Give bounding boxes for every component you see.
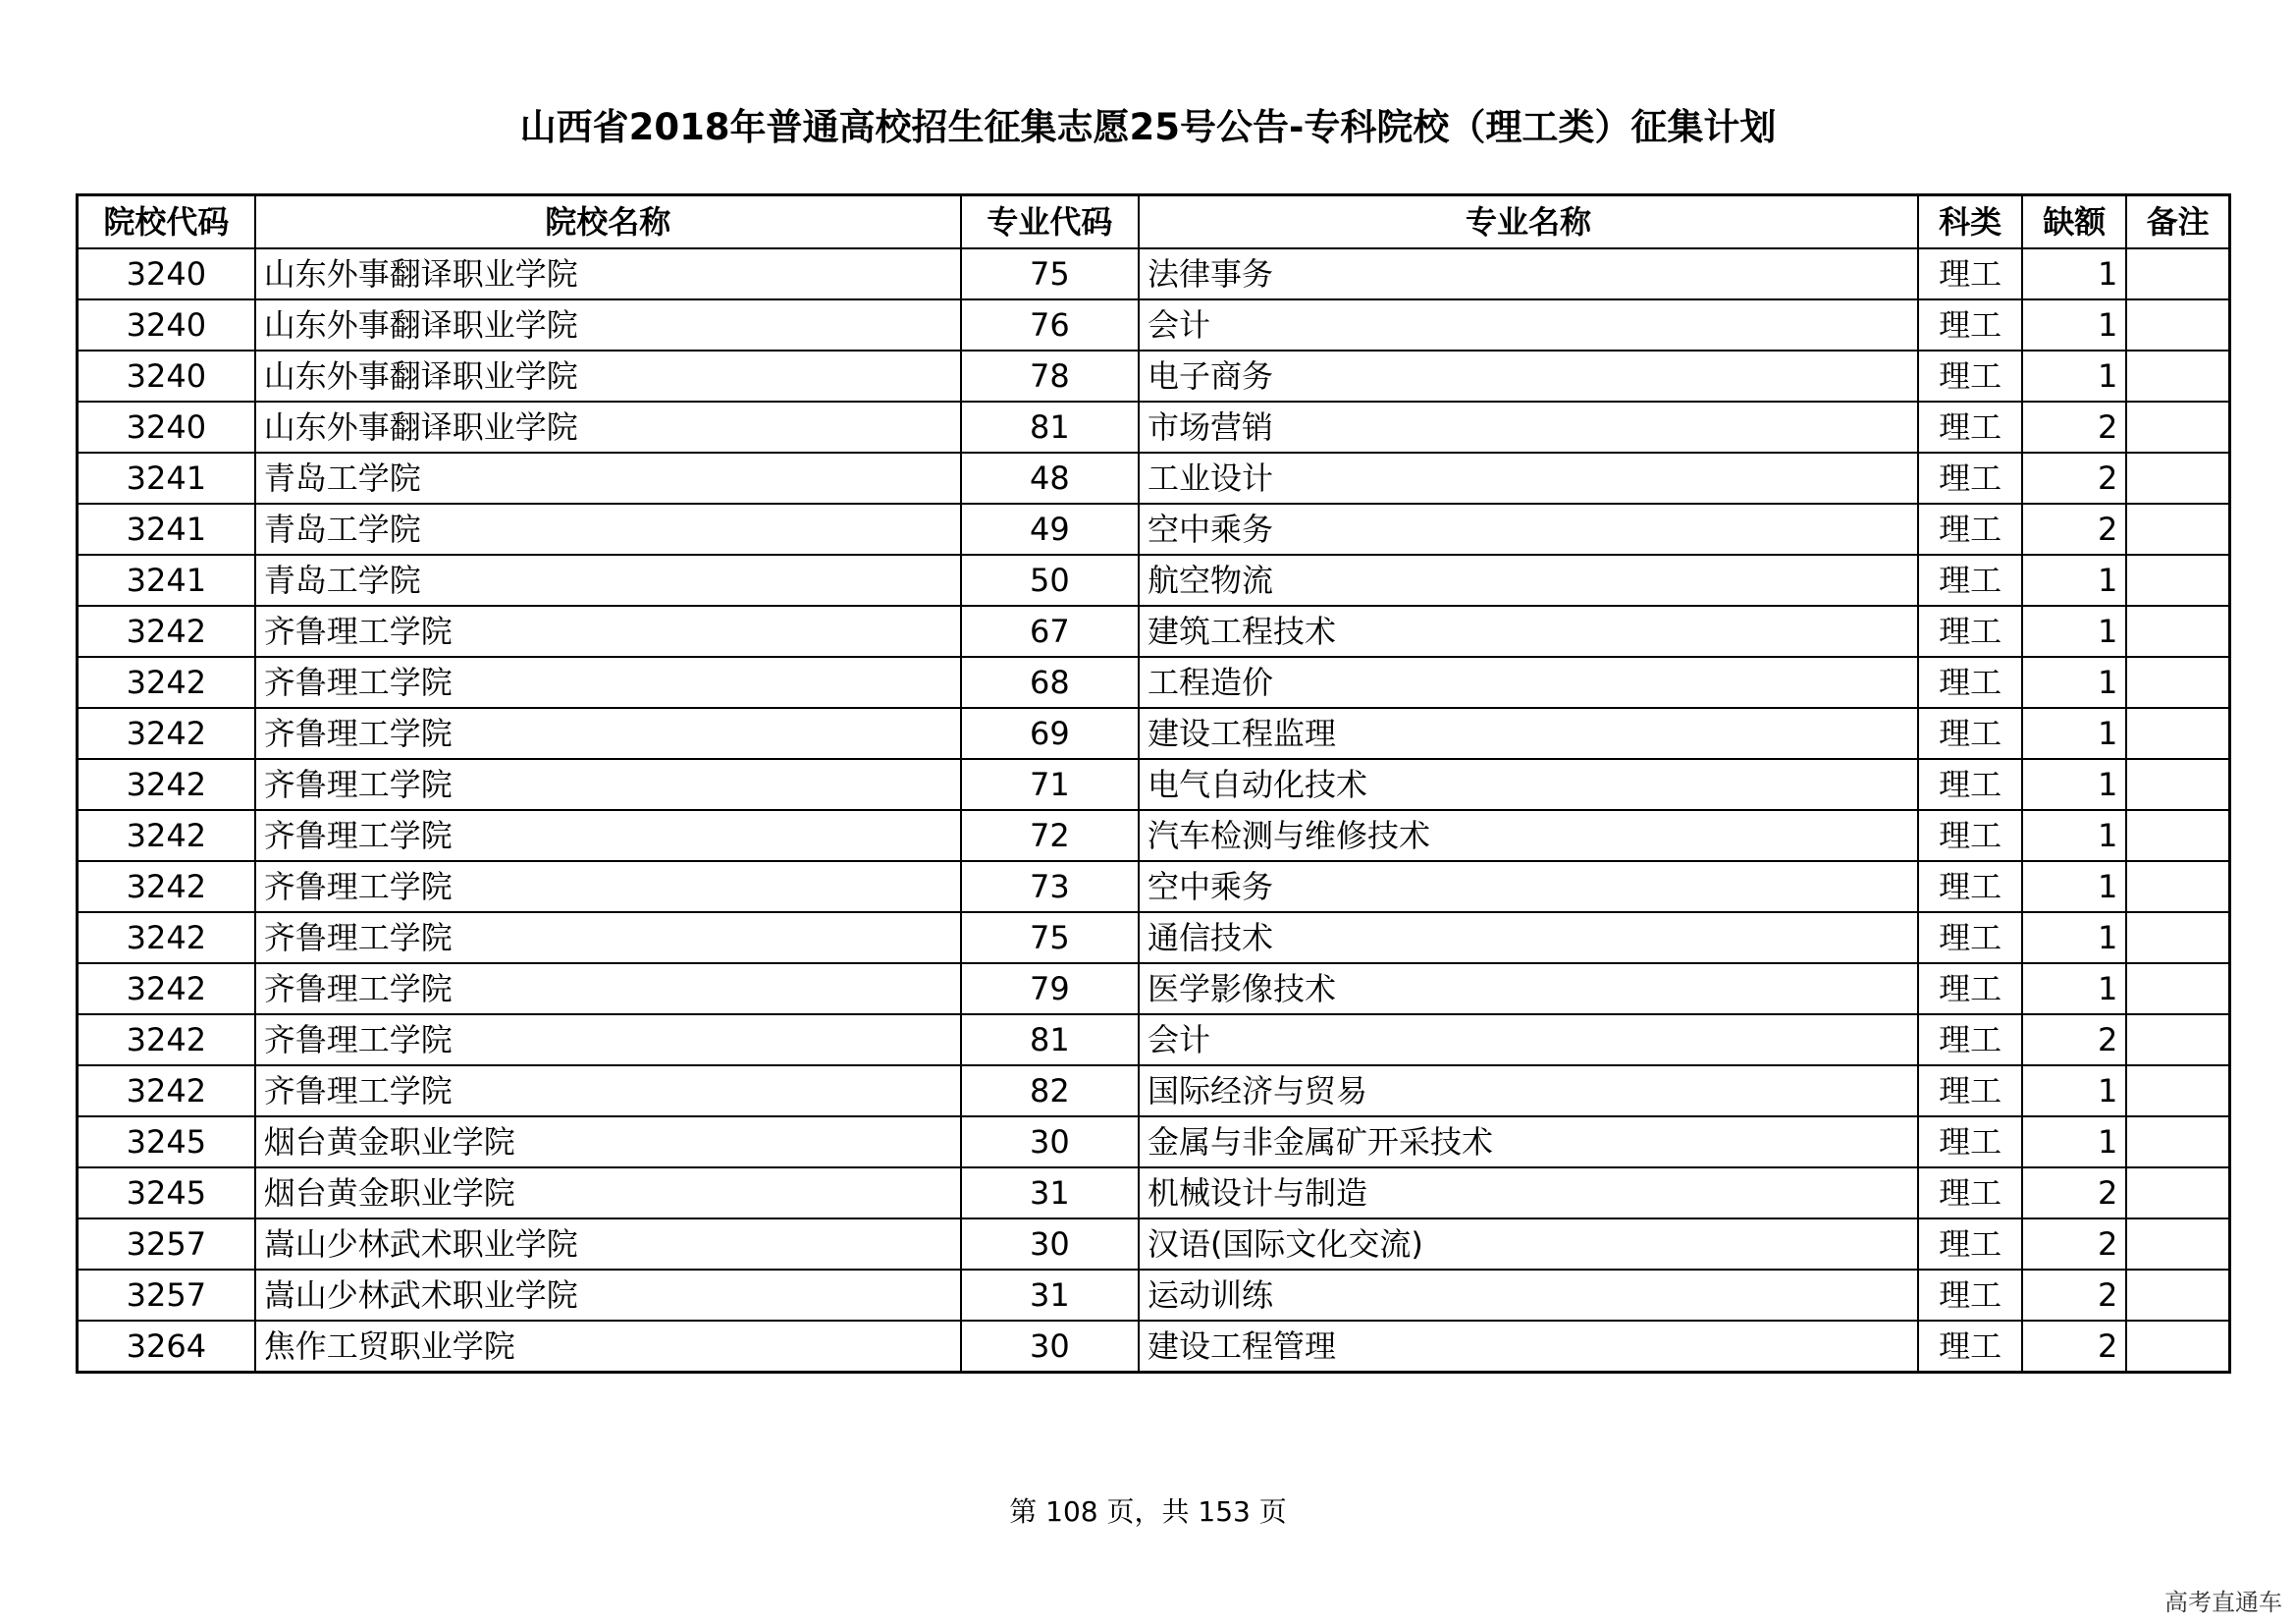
- cell-category: 理工: [1918, 555, 2022, 606]
- cell-major-code: 73: [961, 861, 1139, 912]
- cell-quota: 1: [2022, 708, 2126, 759]
- cell-remark: [2126, 861, 2229, 912]
- cell-quota: 2: [2022, 453, 2126, 504]
- cell-quota: 2: [2022, 1014, 2126, 1065]
- cell-category: 理工: [1918, 759, 2022, 810]
- cell-school-code: 3245: [78, 1116, 255, 1167]
- cell-major-name: 金属与非金属矿开采技术: [1139, 1116, 1918, 1167]
- cell-remark: [2126, 1014, 2229, 1065]
- cell-school-name: 青岛工学院: [255, 555, 961, 606]
- cell-category: 理工: [1918, 810, 2022, 861]
- table-row: [78, 1014, 2230, 1065]
- cell-school-code: 3240: [78, 248, 255, 299]
- cell-remark: [2126, 248, 2229, 299]
- cell-major-code: 31: [961, 1270, 1139, 1321]
- cell-quota: 2: [2022, 1270, 2126, 1321]
- cell-major-code: 68: [961, 657, 1139, 708]
- table-row: [78, 708, 2230, 759]
- cell-school-code: 3257: [78, 1270, 255, 1321]
- table-row: [78, 248, 2230, 299]
- table-row: [78, 351, 2230, 402]
- cell-remark: [2126, 453, 2229, 504]
- cell-school-name: 齐鲁理工学院: [255, 963, 961, 1014]
- page-footer: 第 108 页，共 153 页: [1009, 1495, 1287, 1528]
- cell-school-code: 3241: [78, 504, 255, 555]
- table-header-row: [78, 195, 2230, 249]
- cell-remark: [2126, 1065, 2229, 1116]
- cell-school-code: 3240: [78, 299, 255, 351]
- cell-school-name: 山东外事翻译职业学院: [255, 299, 961, 351]
- cell-major-name: 工业设计: [1139, 453, 1918, 504]
- cell-major-code: 49: [961, 504, 1139, 555]
- cell-school-code: 3242: [78, 759, 255, 810]
- cell-school-name: 齐鲁理工学院: [255, 606, 961, 657]
- cell-quota: 1: [2022, 555, 2126, 606]
- cell-school-code: 3241: [78, 453, 255, 504]
- cell-category: 理工: [1918, 861, 2022, 912]
- cell-major-name: 法律事务: [1139, 248, 1918, 299]
- cell-major-name: 电子商务: [1139, 351, 1918, 402]
- cell-quota: 1: [2022, 1116, 2126, 1167]
- cell-major-code: 30: [961, 1321, 1139, 1373]
- cell-major-name: 国际经济与贸易: [1139, 1065, 1918, 1116]
- cell-school-code: 3242: [78, 963, 255, 1014]
- table-row: [78, 1116, 2230, 1167]
- table-row: [78, 402, 2230, 453]
- cell-school-name: 齐鲁理工学院: [255, 1065, 961, 1116]
- cell-school-code: 3264: [78, 1321, 255, 1373]
- cell-major-name: 会计: [1139, 1014, 1918, 1065]
- cell-category: 理工: [1918, 504, 2022, 555]
- cell-remark: [2126, 708, 2229, 759]
- header-school-name: 院校名称: [255, 195, 961, 249]
- cell-major-code: 71: [961, 759, 1139, 810]
- table-row: [78, 1218, 2230, 1270]
- cell-category: 理工: [1918, 248, 2022, 299]
- cell-category: 理工: [1918, 1116, 2022, 1167]
- cell-quota: 1: [2022, 810, 2126, 861]
- cell-major-code: 75: [961, 912, 1139, 963]
- cell-major-name: 建筑工程技术: [1139, 606, 1918, 657]
- cell-school-name: 齐鲁理工学院: [255, 708, 961, 759]
- cell-school-name: 山东外事翻译职业学院: [255, 351, 961, 402]
- cell-remark: [2126, 351, 2229, 402]
- cell-school-code: 3242: [78, 657, 255, 708]
- cell-remark: [2126, 657, 2229, 708]
- cell-remark: [2126, 1321, 2229, 1373]
- cell-quota: 1: [2022, 1065, 2126, 1116]
- table-row: [78, 1270, 2230, 1321]
- cell-school-name: 烟台黄金职业学院: [255, 1167, 961, 1218]
- watermark: 高考直通车: [2164, 1589, 2282, 1616]
- table-row: [78, 1167, 2230, 1218]
- cell-category: 理工: [1918, 1014, 2022, 1065]
- table-row: [78, 1065, 2230, 1116]
- cell-category: 理工: [1918, 1270, 2022, 1321]
- cell-remark: [2126, 504, 2229, 555]
- cell-category: 理工: [1918, 351, 2022, 402]
- cell-major-code: 30: [961, 1116, 1139, 1167]
- cell-quota: 1: [2022, 351, 2126, 402]
- cell-remark: [2126, 1167, 2229, 1218]
- cell-quota: 2: [2022, 1218, 2126, 1270]
- header-quota: 缺额: [2022, 195, 2126, 249]
- cell-quota: 1: [2022, 759, 2126, 810]
- table-row: [78, 912, 2230, 963]
- cell-major-code: 81: [961, 402, 1139, 453]
- cell-quota: 1: [2022, 248, 2126, 299]
- cell-category: 理工: [1918, 912, 2022, 963]
- table-row: [78, 963, 2230, 1014]
- cell-remark: [2126, 810, 2229, 861]
- cell-school-name: 齐鲁理工学院: [255, 657, 961, 708]
- cell-major-name: 会计: [1139, 299, 1918, 351]
- cell-major-code: 82: [961, 1065, 1139, 1116]
- header-remark: 备注: [2126, 195, 2229, 249]
- cell-major-name: 航空物流: [1139, 555, 1918, 606]
- cell-major-name: 运动训练: [1139, 1270, 1918, 1321]
- cell-category: 理工: [1918, 708, 2022, 759]
- cell-major-name: 建设工程管理: [1139, 1321, 1918, 1373]
- cell-school-name: 青岛工学院: [255, 504, 961, 555]
- cell-school-code: 3242: [78, 912, 255, 963]
- cell-major-code: 78: [961, 351, 1139, 402]
- cell-school-name: 齐鲁理工学院: [255, 759, 961, 810]
- table-row: [78, 759, 2230, 810]
- cell-school-code: 3240: [78, 351, 255, 402]
- cell-quota: 1: [2022, 861, 2126, 912]
- cell-major-name: 空中乘务: [1139, 504, 1918, 555]
- enrollment-plan-table: [76, 193, 2231, 1374]
- cell-category: 理工: [1918, 1218, 2022, 1270]
- header-category: 科类: [1918, 195, 2022, 249]
- cell-category: 理工: [1918, 402, 2022, 453]
- cell-school-name: 齐鲁理工学院: [255, 861, 961, 912]
- cell-school-code: 3242: [78, 708, 255, 759]
- cell-school-name: 齐鲁理工学院: [255, 810, 961, 861]
- cell-remark: [2126, 606, 2229, 657]
- cell-category: 理工: [1918, 963, 2022, 1014]
- cell-remark: [2126, 1116, 2229, 1167]
- cell-school-name: 青岛工学院: [255, 453, 961, 504]
- cell-remark: [2126, 759, 2229, 810]
- cell-remark: [2126, 1218, 2229, 1270]
- cell-major-name: 机械设计与制造: [1139, 1167, 1918, 1218]
- cell-remark: [2126, 555, 2229, 606]
- cell-school-code: 3245: [78, 1167, 255, 1218]
- cell-major-code: 72: [961, 810, 1139, 861]
- table-row: [78, 657, 2230, 708]
- cell-quota: 2: [2022, 504, 2126, 555]
- cell-school-code: 3242: [78, 1014, 255, 1065]
- cell-major-code: 81: [961, 1014, 1139, 1065]
- table-row: [78, 606, 2230, 657]
- table-row: [78, 1321, 2230, 1373]
- cell-school-name: 焦作工贸职业学院: [255, 1321, 961, 1373]
- cell-major-code: 76: [961, 299, 1139, 351]
- cell-major-name: 电气自动化技术: [1139, 759, 1918, 810]
- cell-major-name: 建设工程监理: [1139, 708, 1918, 759]
- header-major-code: 专业代码: [961, 195, 1139, 249]
- cell-remark: [2126, 402, 2229, 453]
- cell-remark: [2126, 1270, 2229, 1321]
- cell-major-name: 市场营销: [1139, 402, 1918, 453]
- cell-major-code: 69: [961, 708, 1139, 759]
- cell-major-code: 30: [961, 1218, 1139, 1270]
- cell-school-name: 嵩山少林武术职业学院: [255, 1218, 961, 1270]
- cell-major-code: 75: [961, 248, 1139, 299]
- cell-quota: 1: [2022, 912, 2126, 963]
- cell-major-name: 通信技术: [1139, 912, 1918, 963]
- cell-school-name: 齐鲁理工学院: [255, 912, 961, 963]
- page-title: 山西省2018年普通高校招生征集志愿25号公告-专科院校（理工类）征集计划: [519, 106, 1777, 148]
- cell-quota: 1: [2022, 657, 2126, 708]
- cell-category: 理工: [1918, 1167, 2022, 1218]
- cell-category: 理工: [1918, 453, 2022, 504]
- cell-quota: 2: [2022, 1167, 2126, 1218]
- cell-school-name: 嵩山少林武术职业学院: [255, 1270, 961, 1321]
- cell-major-code: 31: [961, 1167, 1139, 1218]
- header-major-name: 专业名称: [1139, 195, 1918, 249]
- table-row: [78, 810, 2230, 861]
- cell-school-code: 3240: [78, 402, 255, 453]
- cell-category: 理工: [1918, 606, 2022, 657]
- cell-major-name: 工程造价: [1139, 657, 1918, 708]
- cell-category: 理工: [1918, 1321, 2022, 1373]
- cell-school-name: 山东外事翻译职业学院: [255, 402, 961, 453]
- cell-school-name: 齐鲁理工学院: [255, 1014, 961, 1065]
- cell-major-name: 汉语(国际文化交流): [1139, 1218, 1918, 1270]
- cell-category: 理工: [1918, 299, 2022, 351]
- cell-remark: [2126, 963, 2229, 1014]
- cell-school-code: 3242: [78, 810, 255, 861]
- table-row: [78, 861, 2230, 912]
- table-row: [78, 555, 2230, 606]
- cell-school-code: 3242: [78, 606, 255, 657]
- table-row: [78, 504, 2230, 555]
- cell-category: 理工: [1918, 657, 2022, 708]
- cell-school-name: 山东外事翻译职业学院: [255, 248, 961, 299]
- cell-school-code: 3242: [78, 1065, 255, 1116]
- cell-major-name: 空中乘务: [1139, 861, 1918, 912]
- cell-remark: [2126, 299, 2229, 351]
- table-row: [78, 299, 2230, 351]
- cell-remark: [2126, 912, 2229, 963]
- cell-major-code: 79: [961, 963, 1139, 1014]
- cell-major-code: 48: [961, 453, 1139, 504]
- cell-school-code: 3257: [78, 1218, 255, 1270]
- cell-quota: 1: [2022, 606, 2126, 657]
- cell-major-code: 50: [961, 555, 1139, 606]
- header-school-code: 院校代码: [78, 195, 255, 249]
- cell-quota: 1: [2022, 299, 2126, 351]
- cell-quota: 2: [2022, 1321, 2126, 1373]
- cell-major-name: 医学影像技术: [1139, 963, 1918, 1014]
- cell-major-name: 汽车检测与维修技术: [1139, 810, 1918, 861]
- cell-quota: 2: [2022, 402, 2126, 453]
- cell-school-name: 烟台黄金职业学院: [255, 1116, 961, 1167]
- table-row: [78, 453, 2230, 504]
- cell-school-code: 3242: [78, 861, 255, 912]
- cell-category: 理工: [1918, 1065, 2022, 1116]
- cell-major-code: 67: [961, 606, 1139, 657]
- cell-school-code: 3241: [78, 555, 255, 606]
- cell-quota: 1: [2022, 963, 2126, 1014]
